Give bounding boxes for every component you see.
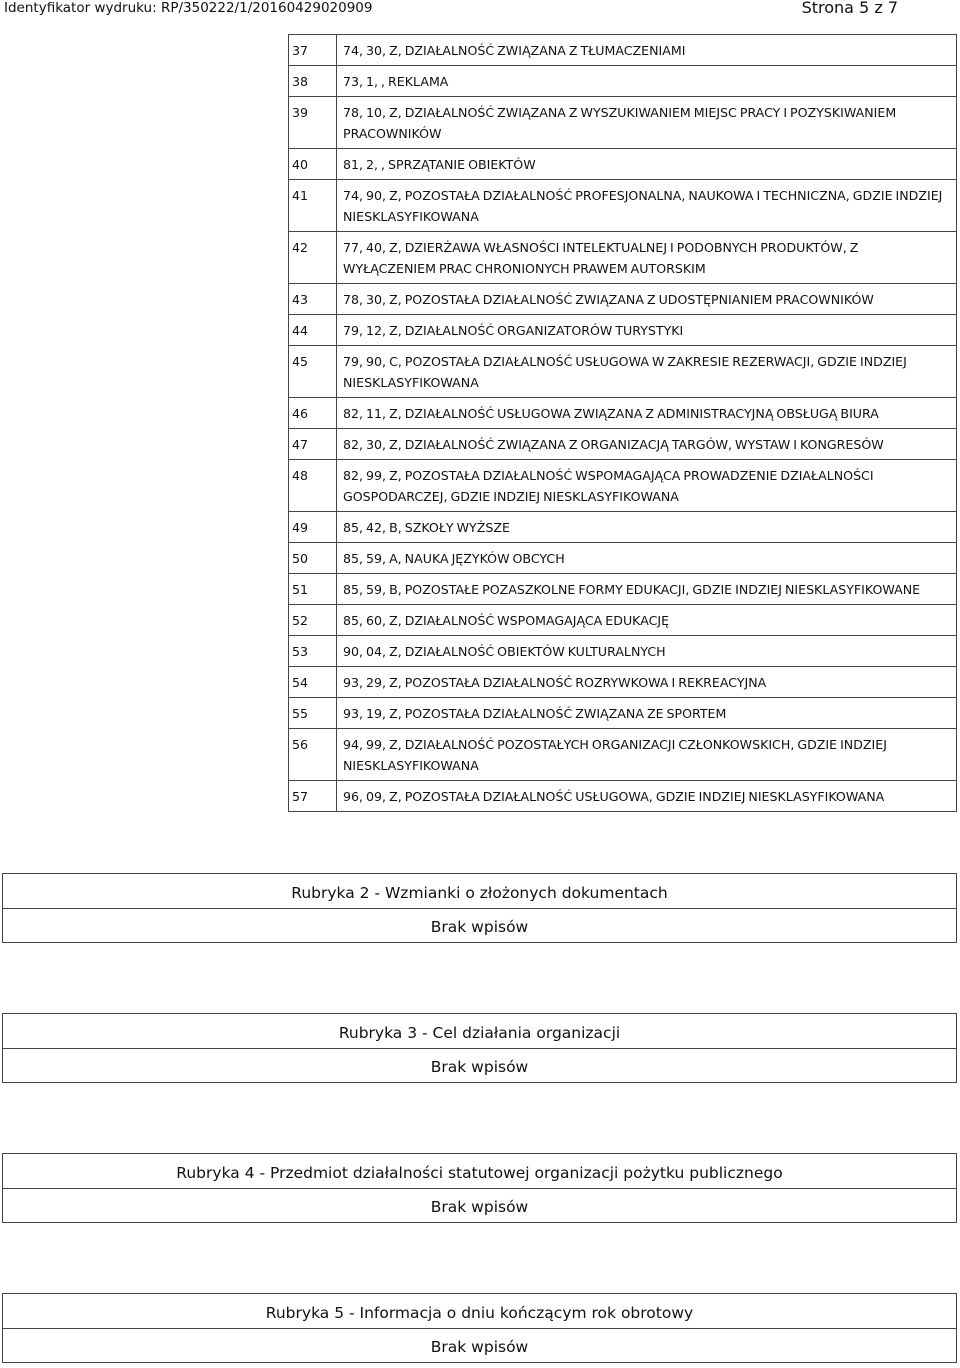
table-row: [289, 512, 957, 543]
table-row: [289, 149, 957, 180]
entry-number: 55: [289, 698, 337, 729]
section-rubryka-2: [2, 873, 957, 943]
section-rubryka-3: [2, 1013, 957, 1083]
entry-number: 44: [289, 315, 337, 346]
print-identifier: Identyfikator wydruku: RP/350222/1/20160429020909: [4, 0, 373, 16]
section-value: Brak wpisów: [2, 1048, 957, 1083]
entry-number: 48: [289, 460, 337, 512]
entry-text: 90, 04, Z, DZIAŁALNOŚĆ OBIEKTÓW KULTURALNYCH: [337, 636, 957, 667]
entry-text: 82, 99, Z, POZOSTAŁA DZIAŁALNOŚĆ WSPOMAGAJĄCA PROWADZENIE DZIAŁALNOŚCI GOSPODARCZEJ, GDZIE INDZIEJ NIESKLASYFIKOWANA: [337, 460, 957, 512]
entry-number: 47: [289, 429, 337, 460]
entry-number: 38: [289, 66, 337, 97]
entry-number: 37: [289, 35, 337, 66]
entry-text: 82, 30, Z, DZIAŁALNOŚĆ ZWIĄZANA Z ORGANIZACJĄ TARGÓW, WYSTAW I KONGRESÓW: [337, 429, 957, 460]
section-title: Rubryka 3 - Cel działania organizacji: [2, 1013, 957, 1048]
section-value: Brak wpisów: [2, 1188, 957, 1223]
table-row: [289, 574, 957, 605]
entry-number: 54: [289, 667, 337, 698]
table-row: [289, 284, 957, 315]
entry-number: 56: [289, 729, 337, 781]
entry-number: 51: [289, 574, 337, 605]
entry-text: 74, 90, Z, POZOSTAŁA DZIAŁALNOŚĆ PROFESJONALNA, NAUKOWA I TECHNICZNA, GDZIE INDZIEJ NIESKLASYFIKOWANA: [337, 180, 957, 232]
entry-text: 85, 42, B, SZKOŁY WYŻSZE: [337, 512, 957, 543]
section-value: Brak wpisów: [2, 908, 957, 943]
entry-number: 46: [289, 398, 337, 429]
table-row: [289, 429, 957, 460]
entry-number: 45: [289, 346, 337, 398]
activity-table: [288, 34, 957, 812]
entry-number: 53: [289, 636, 337, 667]
entry-text: 78, 30, Z, POZOSTAŁA DZIAŁALNOŚĆ ZWIĄZANA Z UDOSTĘPNIANIEM PRACOWNIKÓW: [337, 284, 957, 315]
section-rubryka-5: [2, 1293, 957, 1363]
entry-number: 50: [289, 543, 337, 574]
entry-text: 85, 60, Z, DZIAŁALNOŚĆ WSPOMAGAJĄCA EDUKACJĘ: [337, 605, 957, 636]
entry-text: 93, 29, Z, POZOSTAŁA DZIAŁALNOŚĆ ROZRYWKOWA I REKREACYJNA: [337, 667, 957, 698]
entry-number: 39: [289, 97, 337, 149]
section-title: Rubryka 2 - Wzmianki o złożonych dokumentach: [2, 873, 957, 908]
table-row: [289, 398, 957, 429]
table-row: [289, 460, 957, 512]
table-row: [289, 543, 957, 574]
entry-text: 78, 10, Z, DZIAŁALNOŚĆ ZWIĄZANA Z WYSZUKIWANIEM MIEJSC PRACY I POZYSKIWANIEM PRACOWNIKÓW: [337, 97, 957, 149]
entry-text: 85, 59, B, POZOSTAŁE POZASZKOLNE FORMY EDUKACJI, GDZIE INDZIEJ NIESKLASYFIKOWANE: [337, 574, 957, 605]
entry-number: 57: [289, 781, 337, 812]
entry-text: 94, 99, Z, DZIAŁALNOŚĆ POZOSTAŁYCH ORGANIZACJI CZŁONKOWSKICH, GDZIE INDZIEJ NIESKLASYFIKOWANA: [337, 729, 957, 781]
entry-number: 41: [289, 180, 337, 232]
table-row: [289, 605, 957, 636]
entry-text: 85, 59, A, NAUKA JĘZYKÓW OBCYCH: [337, 543, 957, 574]
entry-number: 42: [289, 232, 337, 284]
table-row: [289, 97, 957, 149]
table-row: [289, 35, 957, 66]
table-row: [289, 636, 957, 667]
entry-text: 81, 2, , SPRZĄTANIE OBIEKTÓW: [337, 149, 957, 180]
entry-text: 77, 40, Z, DZIERŻAWA WŁASNOŚCI INTELEKTUALNEJ I PODOBNYCH PRODUKTÓW, Z WYŁĄCZENIEM PRAC CHRONIONYCH PRAWEM AUTORSKIM: [337, 232, 957, 284]
page-number: Strona 5 z 7: [801, 0, 898, 17]
entry-text: 82, 11, Z, DZIAŁALNOŚĆ USŁUGOWA ZWIĄZANA Z ADMINISTRACYJNĄ OBSŁUGĄ BIURA: [337, 398, 957, 429]
table-row: [289, 346, 957, 398]
section-title: Rubryka 4 - Przedmiot działalności statutowej organizacji pożytku publicznego: [2, 1153, 957, 1188]
table-row: [289, 781, 957, 812]
table-row: [289, 66, 957, 97]
entry-number: 43: [289, 284, 337, 315]
entry-text: 93, 19, Z, POZOSTAŁA DZIAŁALNOŚĆ ZWIĄZANA ZE SPORTEM: [337, 698, 957, 729]
table-row: [289, 698, 957, 729]
table-row: [289, 232, 957, 284]
section-title: Rubryka 5 - Informacja o dniu kończącym rok obrotowy: [2, 1293, 957, 1328]
entry-text: 73, 1, , REKLAMA: [337, 66, 957, 97]
entry-number: 40: [289, 149, 337, 180]
table-row: [289, 667, 957, 698]
entry-number: 52: [289, 605, 337, 636]
section-rubryka-4: [2, 1153, 957, 1223]
table-row: [289, 315, 957, 346]
table-row: [289, 180, 957, 232]
entry-text: 96, 09, Z, POZOSTAŁA DZIAŁALNOŚĆ USŁUGOWA, GDZIE INDZIEJ NIESKLASYFIKOWANA: [337, 781, 957, 812]
entry-number: 49: [289, 512, 337, 543]
entry-text: 74, 30, Z, DZIAŁALNOŚĆ ZWIĄZANA Z TŁUMACZENIAMI: [337, 35, 957, 66]
section-value: Brak wpisów: [2, 1328, 957, 1363]
entry-text: 79, 12, Z, DZIAŁALNOŚĆ ORGANIZATORÓW TURYSTYKI: [337, 315, 957, 346]
entry-text: 79, 90, C, POZOSTAŁA DZIAŁALNOŚĆ USŁUGOWA W ZAKRESIE REZERWACJI, GDZIE INDZIEJ NIESKLASYFIKOWANA: [337, 346, 957, 398]
table-row: [289, 729, 957, 781]
